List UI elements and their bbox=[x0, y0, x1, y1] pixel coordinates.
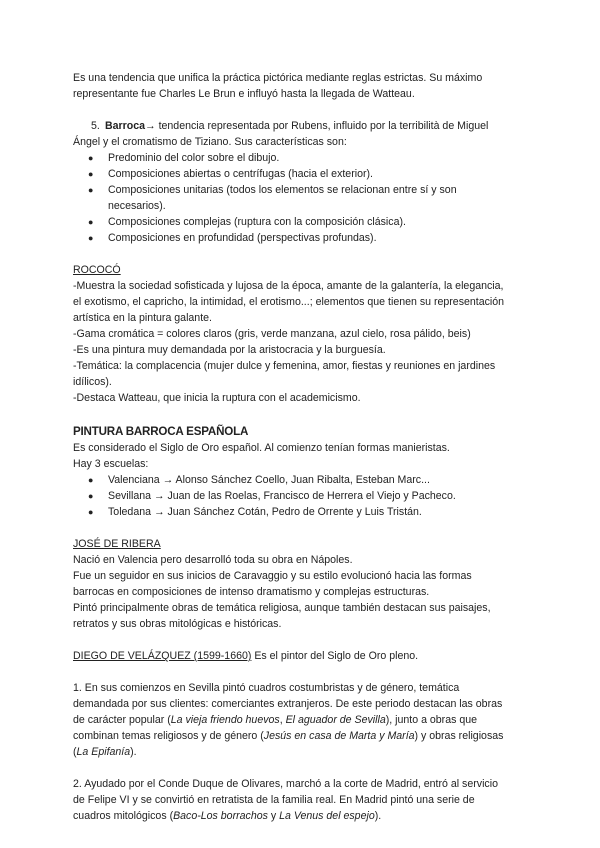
ribera-title: JOSÉ DE RIBERA bbox=[73, 538, 161, 550]
barroca-item bbox=[73, 118, 543, 134]
pintura-line: Es considerado el Siglo de Oro español. Al comienzo tenían formas manieristas. bbox=[73, 442, 450, 454]
list-item-continuation: necesarios). bbox=[108, 200, 166, 212]
velazquez-p2-line: de Felipe VI y se convirtió en retratista de la familia real. En Madrid pintó una serie de bbox=[73, 794, 475, 806]
bullet-dot-icon: ● bbox=[88, 491, 94, 501]
bullet-dot-icon: ● bbox=[88, 185, 94, 195]
velazquez-p1-line: (La Epifanía). bbox=[73, 746, 137, 758]
velazquez-p1-line: de carácter popular (La vieja friendo huevos, El aguador de Sevilla), junto a obras que bbox=[73, 714, 478, 726]
bullet-dot-icon: ● bbox=[88, 507, 94, 517]
list-item: ● Sevillana → Juan de las Roelas, Francisco de Herrera el Viejo y Pacheco. bbox=[88, 490, 456, 502]
bullet-dot-icon: ● bbox=[88, 233, 94, 243]
artwork-title: El aguador de Sevilla bbox=[285, 714, 386, 726]
list-item: ● Composiciones complejas (ruptura con la composición clásica). bbox=[88, 216, 406, 228]
list-item: ● Composiciones unitarias (todos los elementos se relacionan entre sí y son bbox=[88, 184, 457, 196]
rococo-line: -Destaca Watteau, que inicia la ruptura con el academicismo. bbox=[73, 392, 361, 404]
rococo-line: el exotismo, el capricho, la intimidad, el erotismo...; elementos que tienen su representación bbox=[73, 296, 505, 308]
ribera-line: Pintó principalmente obras de temática religiosa, aunque también destacan sus paisajes, bbox=[73, 602, 491, 614]
barroca-line-1: tendencia representada por Rubens, influido por la terribilità de Miguel bbox=[155, 120, 489, 132]
barroca-list bbox=[73, 150, 543, 246]
list-item: ● Valenciana → Alonso Sánchez Coello, Juan Ribalta, Esteban Marc... bbox=[88, 474, 430, 486]
artwork-title: La vieja friendo huevos bbox=[170, 714, 280, 726]
list-item: ● Composiciones en profundidad (perspectivas profundas). bbox=[88, 232, 377, 244]
barroca-line-2: Ángel y el cromatismo de Tiziano. Sus características son: bbox=[73, 136, 347, 148]
velazquez-p1-line: combinan temas religiosos y de género (Jesús en casa de Marta y María) y obras religiosas bbox=[73, 730, 504, 742]
bullet-dot-icon: ● bbox=[88, 217, 94, 227]
rococo-line: -Gama cromática = colores claros (gris, verde manzana, azul cielo, rosa pálido, beis) bbox=[73, 328, 471, 340]
list-item: ● Toledana → Juan Sánchez Cotán, Pedro de Orrente y Luis Tristán. bbox=[88, 506, 422, 518]
artwork-title: La Epifanía bbox=[76, 746, 131, 758]
artwork-title: Baco-Los borrachos bbox=[173, 810, 268, 822]
intro-line-2: representante fue Charles Le Brun e influyó hasta la llegada de Watteau. bbox=[73, 88, 415, 100]
velazquez-p2-line: 2. Ayudado por el Conde Duque de Olivares, marchó a la corte de Madrid, entró al servicio bbox=[73, 778, 498, 790]
intro-line-1: Es una tendencia que unifica la práctica pictórica mediante reglas estrictas. Su máximo bbox=[73, 72, 483, 84]
velazquez-heading bbox=[73, 648, 543, 664]
ribera-line: Nació en Valencia pero desarrolló toda su obra en Nápoles. bbox=[73, 554, 353, 566]
bullet-dot-icon: ● bbox=[88, 169, 94, 179]
escuelas-list bbox=[73, 472, 543, 520]
barroca-term: Barroca bbox=[105, 120, 146, 132]
artwork-title: La Venus del espejo bbox=[279, 810, 375, 822]
list-item: ● Predominio del color sobre el dibujo. bbox=[88, 152, 280, 164]
rococo-title: ROCOCÓ bbox=[73, 264, 121, 276]
rococo-line: artística en la pintura galante. bbox=[73, 312, 212, 324]
velazquez-title-rest: Es el pintor del Siglo de Oro pleno. bbox=[251, 650, 419, 662]
artwork-title: Jesús en casa de Marta y María bbox=[263, 730, 415, 742]
velazquez-p1-line: 1. En sus comienzos en Sevilla pintó cuadros costumbristas y de género, temática bbox=[73, 682, 460, 694]
barroca-number: 5. bbox=[91, 120, 100, 132]
section-heading: PINTURA BARROCA ESPAÑOLA bbox=[73, 425, 249, 438]
velazquez-p1-line: demandada por sus clientes: comerciantes extranjeros. De este periodo destacan las obras bbox=[73, 698, 503, 710]
ribera-line: Fue un seguidor en sus inicios de Caravaggio y su estilo evolucionó hacia las formas bbox=[73, 570, 472, 582]
rococo-line: idílicos). bbox=[73, 376, 112, 388]
pintura-line: Hay 3 escuelas: bbox=[73, 458, 149, 470]
rococo-line: -Temática: la complacencia (mujer dulce y femenina, amor, fiestas y reuniones en jardines bbox=[73, 360, 496, 372]
ribera-line: retratos y sus obras mitológicas e históricas. bbox=[73, 618, 282, 630]
bullet-dot-icon: ● bbox=[88, 475, 94, 485]
list-item: ● Composiciones abiertas o centrífugas (hacia el exterior). bbox=[88, 168, 373, 180]
bullet-dot-icon: ● bbox=[88, 153, 94, 163]
velazquez-title: DIEGO DE VELÁZQUEZ (1599-1660) bbox=[73, 650, 252, 662]
document-body bbox=[73, 70, 543, 824]
rococo-line: -Muestra la sociedad sofisticada y lujosa de la época, amante de la galantería, la elegancia, bbox=[73, 280, 504, 292]
arrow-icon: → bbox=[145, 120, 156, 132]
velazquez-p2-line: cuadros mitológicos (Baco-Los borrachos y La Venus del espejo). bbox=[73, 810, 382, 822]
ribera-line: barrocas en composiciones de intenso dramatismo y complejas estructuras. bbox=[73, 586, 430, 598]
rococo-line: -Es una pintura muy demandada por la aristocracia y la burguesía. bbox=[73, 344, 386, 356]
